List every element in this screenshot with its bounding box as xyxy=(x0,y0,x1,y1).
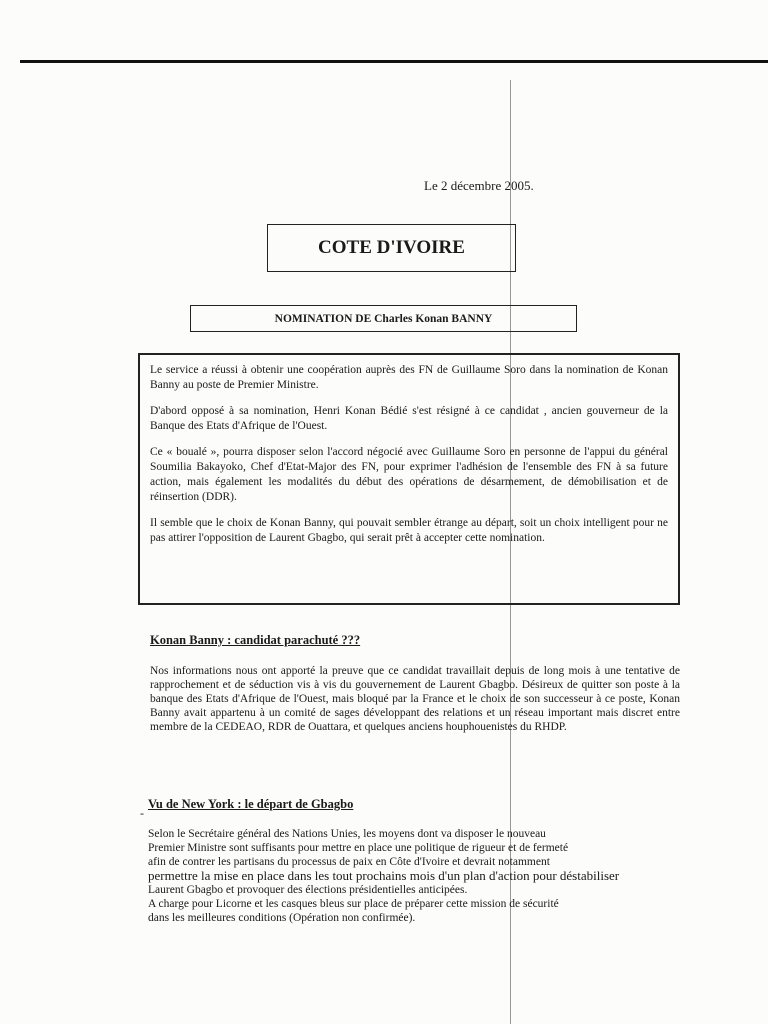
summary-paragraph: Ce « boualé », pourra disposer selon l'accord négocié avec Guillaume Soro en personne de l'appui du général Soumilia Bakayoko, Chef d'Etat-Major des FN, pour exprimer l'adhésion de l'ensemble des FN à sa future action, mais également les modalités du début des opérations de désarmement, de démobilisation et de réinsertion (DDR). xyxy=(150,446,668,503)
section2-body xyxy=(148,827,680,925)
margin-dash: - xyxy=(140,806,144,820)
section2-line: afin de contrer les partisans du processus de paix en Côte d'Ivoire et devrait notamment xyxy=(148,856,550,868)
summary-paragraph: Le service a réussi à obtenir une coopération auprès des FN de Guillaume Soro dans la nomination de Konan Banny au poste de Premier Ministre. xyxy=(150,364,668,391)
section2-line: dans les meilleures conditions (Opération non confirmée). xyxy=(148,912,416,924)
section2-line: Selon le Secrétaire général des Nations Unies, les moyens dont va disposer le nouveau xyxy=(148,828,546,840)
section2-line: permettre la mise en place dans les tout prochains mois d'un plan d'action pour déstabiliser xyxy=(148,868,620,883)
section2-line: Laurent Gbagbo et provoquer des élections présidentielles anticipées. xyxy=(148,884,468,896)
document-date: Le 2 décembre 2005. xyxy=(424,178,534,193)
summary-box xyxy=(138,353,680,605)
summary-paragraph: D'abord opposé à sa nomination, Henri Konan Bédié s'est résigné à ce candidat , ancien gouverneur de la Banque des Etats d'Afrique de l'Ouest. xyxy=(150,405,668,432)
subject-title: NOMINATION DE Charles Konan BANNY xyxy=(274,312,493,325)
section2-line: A charge pour Licorne et les casques bleus sur place de préparer cette mission de sécurité xyxy=(148,898,559,910)
section1-paragraph: Nos informations nous ont apporté la preuve que ce candidat travaillait depuis de long mois à une tentative de rapprochement et de séduction vis à vis du gouvernement de Laurent Gbagbo. Désireux de quitter son poste à la banque des Etats d'Afrique de l'Ouest, mais bloqué par la France et le choix de son successeur à ce poste, Konan Banny avait appartenu à un comité de sages développant des relations et un réseau important mais discret entre membre de la CEDEAO, RDR de Ouattara, et quelques anciens houphouenistes du RHDP. xyxy=(150,665,680,733)
subject-title-box xyxy=(190,305,577,332)
section1-title: Konan Banny : candidat parachuté ??? xyxy=(150,633,361,647)
country-title-box xyxy=(267,224,516,272)
top-horizontal-rule xyxy=(20,60,768,63)
country-title: COTE D'IVOIRE xyxy=(318,237,465,258)
section2-title: Vu de New York : le départ de Gbagbo xyxy=(148,797,354,811)
section2-line: Premier Ministre sont suffisants pour mettre en place une politique de rigueur et de fermeté xyxy=(148,842,569,854)
section1-body xyxy=(150,664,680,734)
summary-paragraph: Il semble que le choix de Konan Banny, qui pouvait sembler étrange au départ, soit un choix intelligent pour ne pas attirer l'opposition de Laurent Gbagbo, qui serait prêt à accepter cette nomination. xyxy=(150,517,668,544)
